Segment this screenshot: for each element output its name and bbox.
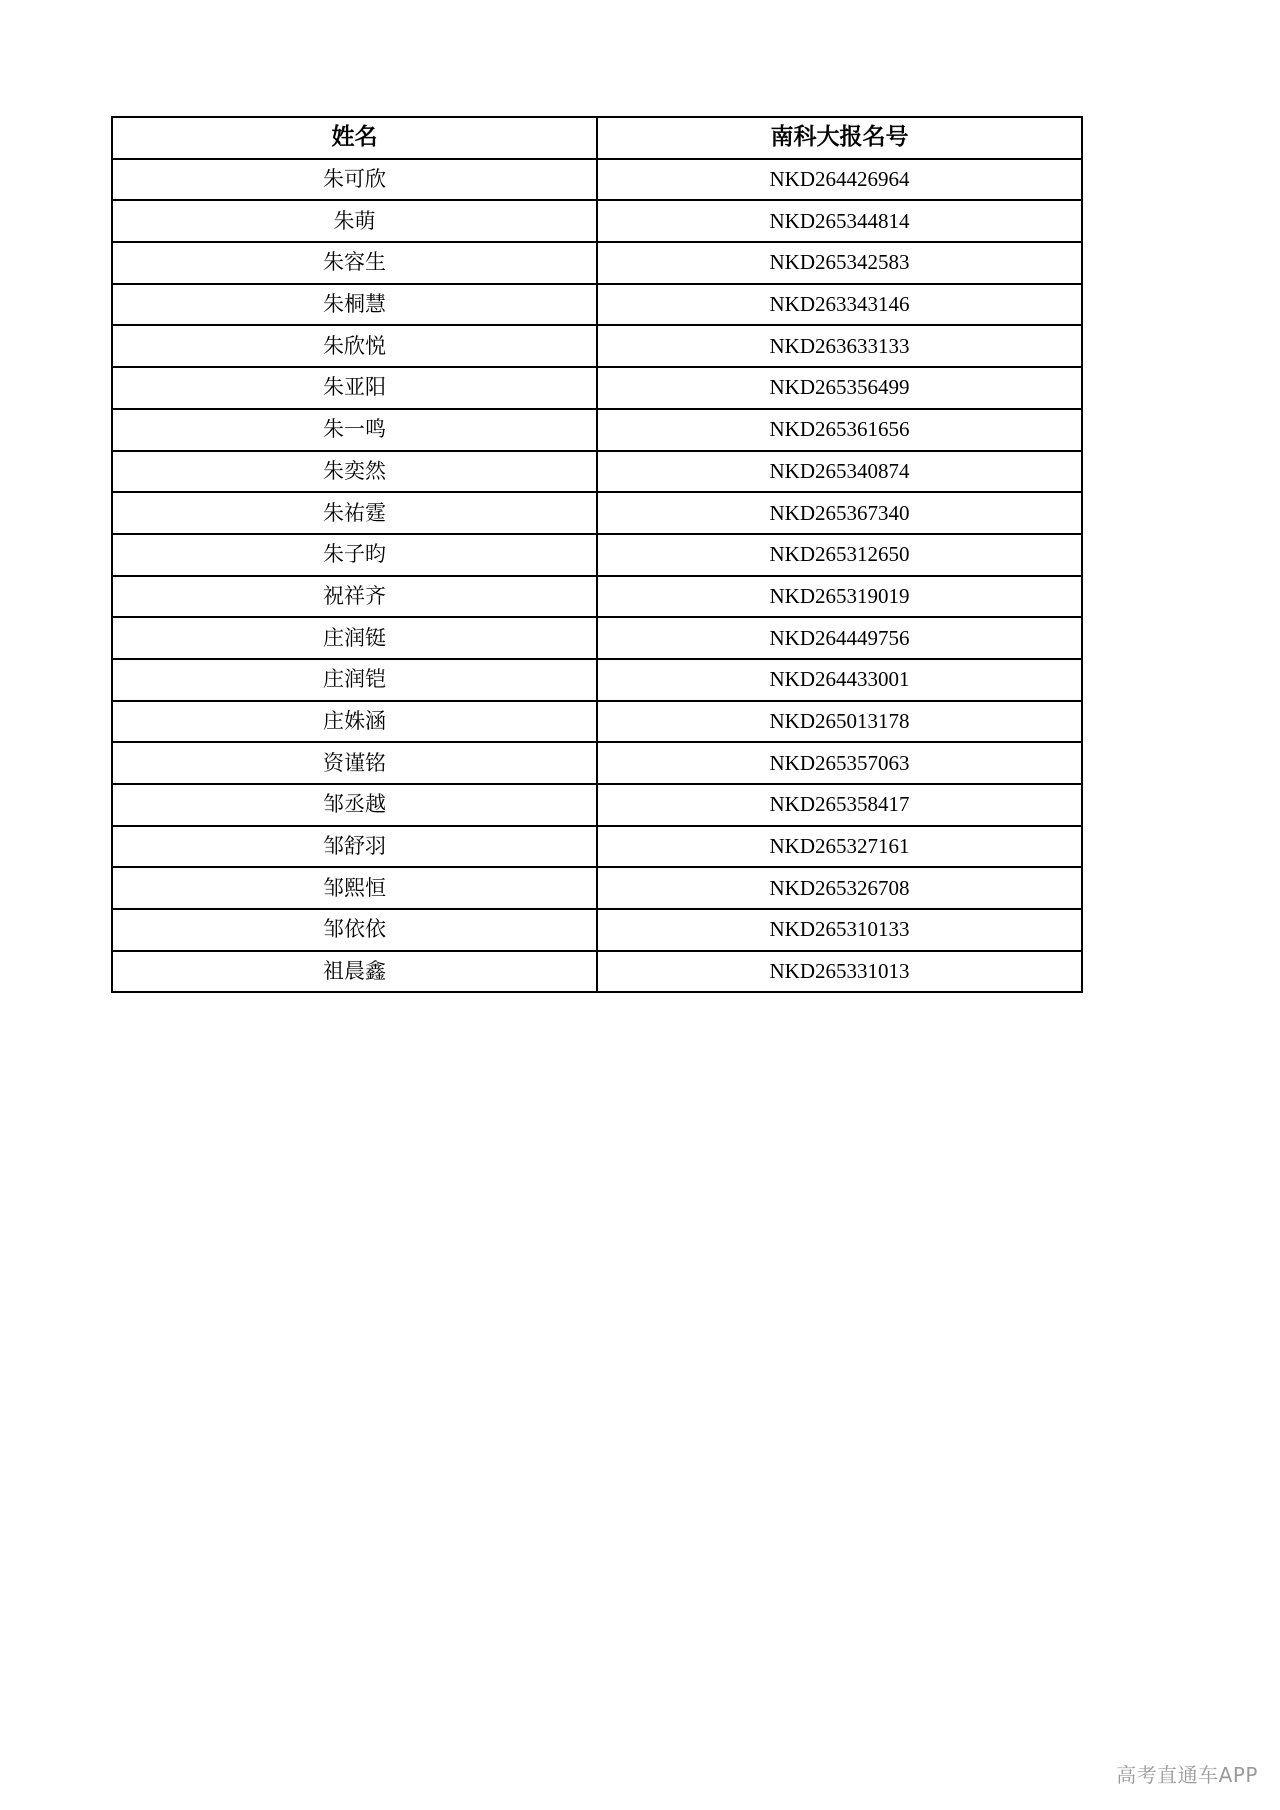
table-row: [112, 200, 1082, 242]
table-row: [112, 367, 1082, 409]
name-cell: 朱可欣: [112, 159, 597, 201]
registration-number-cell: NKD265358417: [597, 784, 1082, 826]
registration-number-cell: NKD265357063: [597, 742, 1082, 784]
registration-number-cell: NKD263343146: [597, 284, 1082, 326]
registration-number-cell: NKD265344814: [597, 200, 1082, 242]
table-row: [112, 617, 1082, 659]
name-cell: 庄润铠: [112, 659, 597, 701]
name-cell: 祝祥齐: [112, 576, 597, 618]
registration-number-cell: NKD265340874: [597, 451, 1082, 493]
table-body: [112, 159, 1082, 993]
registration-number-cell: NKD265326708: [597, 867, 1082, 909]
table-header: [112, 117, 1082, 159]
name-cell: 朱奕然: [112, 451, 597, 493]
table-row: [112, 325, 1082, 367]
name-cell: 朱欣悦: [112, 325, 597, 367]
name-cell: 邹舒羽: [112, 826, 597, 868]
table-row: [112, 242, 1082, 284]
name-cell: 朱萌: [112, 200, 597, 242]
registration-number-cell: NKD264449756: [597, 617, 1082, 659]
name-cell: 朱子昀: [112, 534, 597, 576]
watermark: 高考直通车APP: [1116, 1763, 1258, 1787]
table-row: [112, 409, 1082, 451]
name-cell: 庄姝涵: [112, 701, 597, 743]
registration-number-cell: NKD265327161: [597, 826, 1082, 868]
registration-number-cell: NKD265312650: [597, 534, 1082, 576]
table-row: [112, 576, 1082, 618]
name-cell: 朱亚阳: [112, 367, 597, 409]
registration-number-cell: NKD265356499: [597, 367, 1082, 409]
name-cell: 朱桐慧: [112, 284, 597, 326]
table-row: [112, 451, 1082, 493]
table-row: [112, 659, 1082, 701]
table-row: [112, 159, 1082, 201]
table-row: [112, 284, 1082, 326]
registration-number-cell: NKD265013178: [597, 701, 1082, 743]
table-row: [112, 701, 1082, 743]
registration-number-cell: NKD265331013: [597, 951, 1082, 993]
header-registration-number: 南科大报名号: [597, 117, 1082, 159]
name-cell: 邹熙恒: [112, 867, 597, 909]
name-cell: 朱一鸣: [112, 409, 597, 451]
header-row: [112, 117, 1082, 159]
table-row: [112, 951, 1082, 993]
table-row: [112, 909, 1082, 951]
table-row: [112, 742, 1082, 784]
table-row: [112, 867, 1082, 909]
registration-number-cell: NKD264433001: [597, 659, 1082, 701]
name-cell: 祖晨鑫: [112, 951, 597, 993]
registration-number-cell: NKD263633133: [597, 325, 1082, 367]
registration-number-cell: NKD265319019: [597, 576, 1082, 618]
table-row: [112, 826, 1082, 868]
name-cell: 邹依依: [112, 909, 597, 951]
registration-number-cell: NKD265342583: [597, 242, 1082, 284]
table-row: [112, 492, 1082, 534]
name-cell: 资谨铭: [112, 742, 597, 784]
table-row: [112, 784, 1082, 826]
registration-number-cell: NKD265361656: [597, 409, 1082, 451]
registration-number-cell: NKD265310133: [597, 909, 1082, 951]
name-cell: 朱容生: [112, 242, 597, 284]
name-cell: 邹丞越: [112, 784, 597, 826]
registration-number-cell: NKD265367340: [597, 492, 1082, 534]
header-name: 姓名: [112, 117, 597, 159]
registration-number-cell: NKD264426964: [597, 159, 1082, 201]
name-cell: 朱祐霆: [112, 492, 597, 534]
admission-list-table: [111, 116, 1083, 993]
name-cell: 庄润铤: [112, 617, 597, 659]
table-row: [112, 534, 1082, 576]
